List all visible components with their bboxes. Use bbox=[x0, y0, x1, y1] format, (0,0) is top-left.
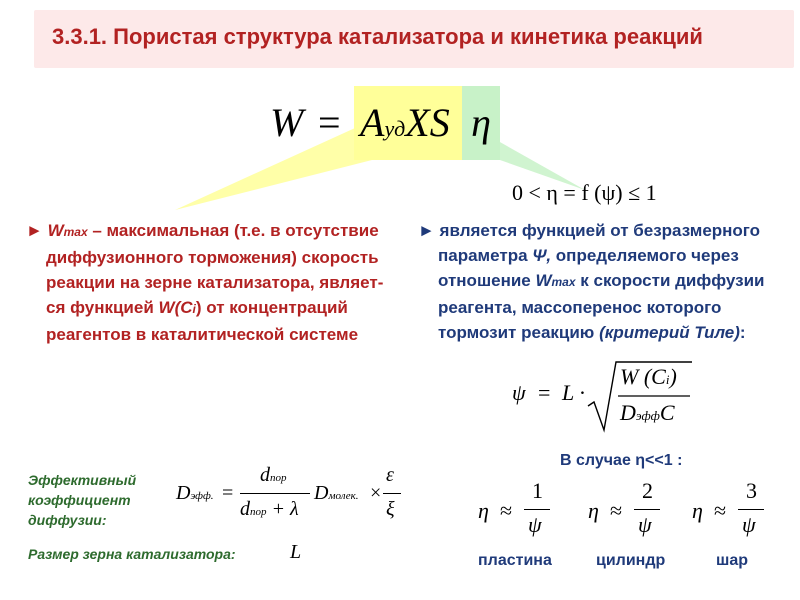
formula-xs: XS bbox=[405, 100, 450, 145]
case-cylinder-formula: η ≈ 2 ψ bbox=[588, 478, 698, 540]
shape-cylinder: цилиндр bbox=[596, 552, 666, 569]
formula-w: W bbox=[270, 100, 304, 145]
sphere-numerator: 3 bbox=[746, 478, 757, 503]
eta-line2: параметра Ψ, определяемого через bbox=[438, 246, 739, 265]
eta-description bbox=[418, 218, 793, 345]
deff-eps: ε bbox=[386, 464, 394, 486]
case-label: В случае η<<1 : bbox=[560, 452, 683, 469]
formula-a-sub: уд bbox=[384, 116, 406, 141]
wmax-line2: диффузионного торможения) скорость bbox=[46, 248, 379, 267]
page-title: 3.3.1. Пористая структура катализатора и кинетика реакций bbox=[52, 24, 703, 49]
formula-a-xs bbox=[354, 86, 462, 160]
wmax-description bbox=[26, 218, 406, 347]
thiele-psi: ψ bbox=[512, 380, 526, 405]
effective-diffusion-formula bbox=[176, 462, 416, 532]
deff-eq: = bbox=[222, 482, 234, 504]
eta-line1: является функцией от безразмерного bbox=[434, 221, 761, 240]
cylinder-numerator: 2 bbox=[642, 478, 653, 503]
wmax-subscript: max bbox=[63, 225, 88, 239]
thiele-l: L · bbox=[562, 380, 585, 405]
wmax-line5: реагентов в каталитической системе bbox=[46, 325, 359, 344]
wmax-line3: реакции на зерне катализатора, являет- bbox=[46, 273, 384, 292]
formula-a: A bbox=[360, 100, 385, 145]
deff-xi: ξ bbox=[386, 498, 395, 520]
wmax-symbol: W bbox=[47, 221, 64, 240]
eps-xi-bar bbox=[383, 493, 401, 494]
eta-line5: тормозит реакцию (критерий Тиле): bbox=[438, 323, 746, 342]
thiele-numerator: W (Ci) bbox=[620, 364, 677, 389]
thiele-eq: = bbox=[538, 380, 551, 405]
eta-line3: отношение Wmax к скорости диффузии bbox=[438, 271, 765, 290]
bullet-marker: ► bbox=[26, 221, 43, 240]
wmax-line1: – максимальная (т.е. в отсутствие bbox=[87, 221, 379, 240]
shape-sphere: шар bbox=[716, 552, 749, 569]
plate-numerator: 1 bbox=[532, 478, 543, 503]
deff-numerator: dпор bbox=[260, 464, 287, 486]
formula-eq: = bbox=[318, 100, 341, 145]
case-plate-formula: η ≈ 1 ψ bbox=[478, 478, 588, 540]
bullet-marker: ► bbox=[418, 221, 435, 240]
deff-times: × bbox=[370, 482, 382, 504]
eta-line4: реагента, массоперенос которого bbox=[438, 298, 722, 317]
wmax-line4: ся функцией W(Ci) от концентраций bbox=[46, 298, 348, 317]
thiele-denominator: DэффC bbox=[620, 400, 675, 425]
case-sphere-formula: η ≈ 3 ψ bbox=[692, 478, 792, 540]
deff-denominator: dпор + λ bbox=[240, 498, 299, 520]
deff-symbol: Dэфф. bbox=[176, 482, 214, 504]
shape-plate: пластина bbox=[478, 552, 552, 569]
thiele-formula bbox=[512, 358, 712, 438]
formula-eta: η bbox=[462, 86, 500, 160]
effective-diffusion-label: Эффективный коэффициент диффузии: bbox=[28, 472, 137, 528]
dmol-symbol: Dмолек. bbox=[314, 482, 359, 504]
grain-size-symbol: L bbox=[290, 541, 302, 563]
deff-fraction-bar bbox=[240, 493, 310, 494]
eta-range: 0 < η = f (ψ) ≤ 1 bbox=[512, 180, 657, 205]
grain-size-label: Размер зерна катализатора: bbox=[28, 546, 236, 562]
